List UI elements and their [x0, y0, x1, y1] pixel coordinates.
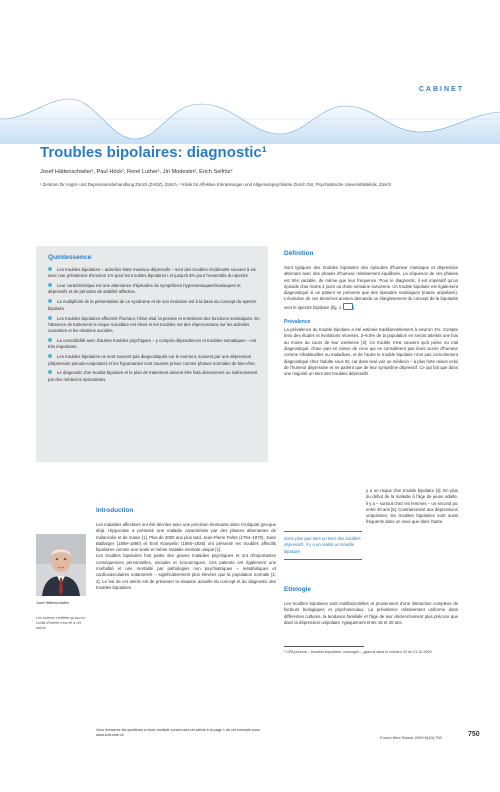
cme-note: Vous trouverez les questions à choix multiple concernant cet article à la page 1 de cet exemple sous www.smf-cme.ch — [96, 728, 260, 738]
quintessence-item: Le diagnostic d'un trouble bipolaire et le plan de traitement doivent être faits directement ou indirectement par des médecins spécialistes. — [48, 370, 258, 382]
introduction-text-1: Les maladies affectives ont été décrites avec une précision étonnante dans l'Antiquité grecque déjà. Hippocrate a présenté une maladie caractérisée par des phases alternantes de mélancolie et de manie [1]. Plus de 2000 ans plus tard, Jean-Pierre Falret (1794–1870), Jules Baillarger (1809–1890) et Emil Kraepelin (1856–1926) ont présenté les troubles affectifs bipolaires comme une seule et même maladie mentale unique [1]. — [96, 522, 276, 553]
figure-reference-icon[interactable] — [343, 303, 353, 310]
definition-text: Sont typiques des troubles bipolaires des épisodes d'humeur maniaque et dépressive alternant avec des phases d'humeur relativement équilibrée. La séquence de ces phases est très variable, de même que leur fréquence. Pour le diagnostic, il est impératif qu'un épisode d'au moins 4 jours ou d'une semaine survienne. Un trouble bipolaire est également diagnostiqué si un patient ne présente que des épisodes maniaques (manie unipolaire). L'évolution de ces dernières années demande un élargissement du concept de la bipolarité vers le spectre bipolaire (fig. 1 ). — [284, 265, 458, 310]
article-title: Troubles bipolaires: diagnostic¹ — [40, 144, 267, 161]
etiology-text: Les troubles bipolaires sont multifactorielles et proviennent d'une interaction complexe de facteurs biologiques et psychosociaux. La prévalence relativement uniforme dans différentes cultures, la tendance familiale et l'âge de leur déclenchement plus précoce que dans la dépression unipolaire, typiquement entre 15 et 30 ans. — [284, 601, 458, 625]
quintessence-item: La comorbidité avec d'autres troubles psychiques – y compris dépendances et troubles somatiques – est très importante. — [48, 338, 257, 350]
quintessence-item: La multiplicité de la présentation de ce syndrome et de son évolution est à la base du concept du spectre bipolaire. — [48, 299, 257, 311]
portrait-image — [36, 534, 86, 596]
bullet-dot-icon — [48, 316, 52, 320]
header-wave-decoration — [0, 94, 500, 144]
introduction-text-2: Les troubles bipolaires font partie des graves maladies psychiques et ont d'importantes conséquences personnelles, sociales et économiques. Ces patients ont également une morbidité et une mortalité par pathologies non psychiatriques – métaboliques et cardiovasculaires notamment – significativement plus élevées que la population normale [1, 2]. Le but de cet article est de présenter la situation actuelle du concept et du diagnostic des troubles bipolaires. — [96, 553, 276, 590]
prevalence-text-continued: y a un risque d'un trouble bipolaire [4]. En plus du début de la maladie à l'âge de jeune adulte, il y a – surtout chez les femmes – un second pic entre 40 ans [5]. Contrairement aux dépressions unipolaires, les troubles bipolaires sont aussi fréquents dans un sexe que dans l'autre. — [366, 488, 458, 525]
portrait-caption-name: Josef Hättenschwiler — [36, 601, 70, 605]
bullet-dot-icon — [48, 354, 52, 358]
quintessence-item: Les troubles bipolaires – autrefois états maniaco-dépressifs – sont des troubles récidivants souvent à vie avec une prévalence d'environ 1% pour les troubles bipolaires I et jusqu'à 6% pour l'ensemble du spectre. — [48, 267, 256, 279]
section-rubric: CABINET — [418, 86, 464, 93]
prevalence-continued — [366, 488, 458, 526]
etiology-heading: Etiologie — [284, 586, 311, 593]
author-portrait — [36, 534, 86, 596]
bullet-dot-icon — [48, 299, 52, 303]
definition-section — [284, 250, 458, 377]
introduction-section — [96, 507, 276, 591]
bullet-dot-icon — [48, 338, 52, 342]
quintessence-item: Les troubles bipolaires affectent l'humeur, l'élan vital, la pensée et entraînent des fonctions somatiques. En l'absence de traitement le risque suicidaire est élevé et les troubles ont des répercussions sur les activités courantes et les relations sociales. — [48, 315, 260, 334]
conflict-of-interest-note: Les auteurs certifient qu'aucun conflit d'intérêt n'est lié à cet article. — [36, 616, 85, 630]
article-affiliations: ¹ Zentrum für Angst- und Depressionsbehandlung Zürich (ZADZ), Zürich, ² Klinik für Affektive Erkrankungen und Allgemeinpsychiatrie Zürich Ost, Psychiatrische Universitätsklinik, Zürich — [40, 182, 391, 187]
bullet-dot-icon — [48, 267, 52, 271]
footnote: ¹ CPA prénom – troubles bipolaires, vorsorgen – gazons dans le numéro 43 du 21.10.2009 — [284, 650, 432, 654]
prevalence-text: La prévalence du trouble bipolaire a été estimée traditionnellement à environ 1%. Compte tenu des études et évolutions récentes, 3–6,5% de la population en seront atteints une fois au moins au cours de leur existence [3]. Ce trouble n'est souvent qu'à peine ou mal diagnostiqué, d'une part en raison de ceux qui ne considèrent pas leurs accès d'humeur comme inhabituelles ou maladives, et de l'autre le trouble bipolaire n'est pas correctement diagnostiqué chez l'adulte sous ID, car dans seul voir un médecin – à plus forte raison celui de l'humeur dépressive et ne parlent que de leur symptôme dépressif. Ce qui fait que dans une majorité un tiers des troubles dépressifs — [284, 327, 458, 377]
journal-citation: Forum Med Suisse 2009;9(43):750 — [380, 735, 442, 740]
quintessence-box — [36, 246, 268, 462]
introduction-heading: Introduction — [96, 507, 134, 514]
quintessence-item: Leur caractéristique est une alternance d'épisodes de symptômes hypomaniaques/maniaques et dépressifs et de périodes de stabilité affective. — [48, 283, 241, 295]
pull-quote: Dans plus que tiers un tiers des troubles dépressifs, il y a en réalité un trouble bipolaire — [284, 531, 362, 560]
quintessence-title: Quintessence — [48, 254, 92, 261]
prevalence-heading: Prévalence — [284, 319, 311, 326]
quintessence-list — [36, 267, 268, 383]
page-number: 750 — [468, 731, 480, 738]
bullet-dot-icon — [48, 283, 52, 287]
definition-heading: Définition — [284, 250, 314, 257]
footnote-divider — [284, 646, 364, 647]
bullet-dot-icon — [48, 370, 52, 374]
etiology-section — [284, 586, 458, 626]
quintessence-item: Les troubles bipolaires ne sont souvent pas diagnostiqués sur le moment, souvent par une dépression (dépression pseudo-unipolaire) et les hypomanies sont souvent prises comme phases normales de bien-être. — [48, 354, 256, 366]
article-authors: Josef Hättenschwiler¹, Paul Höck¹, René Luther¹, Jiri Modestin², Erich Seifritz² — [40, 169, 233, 175]
